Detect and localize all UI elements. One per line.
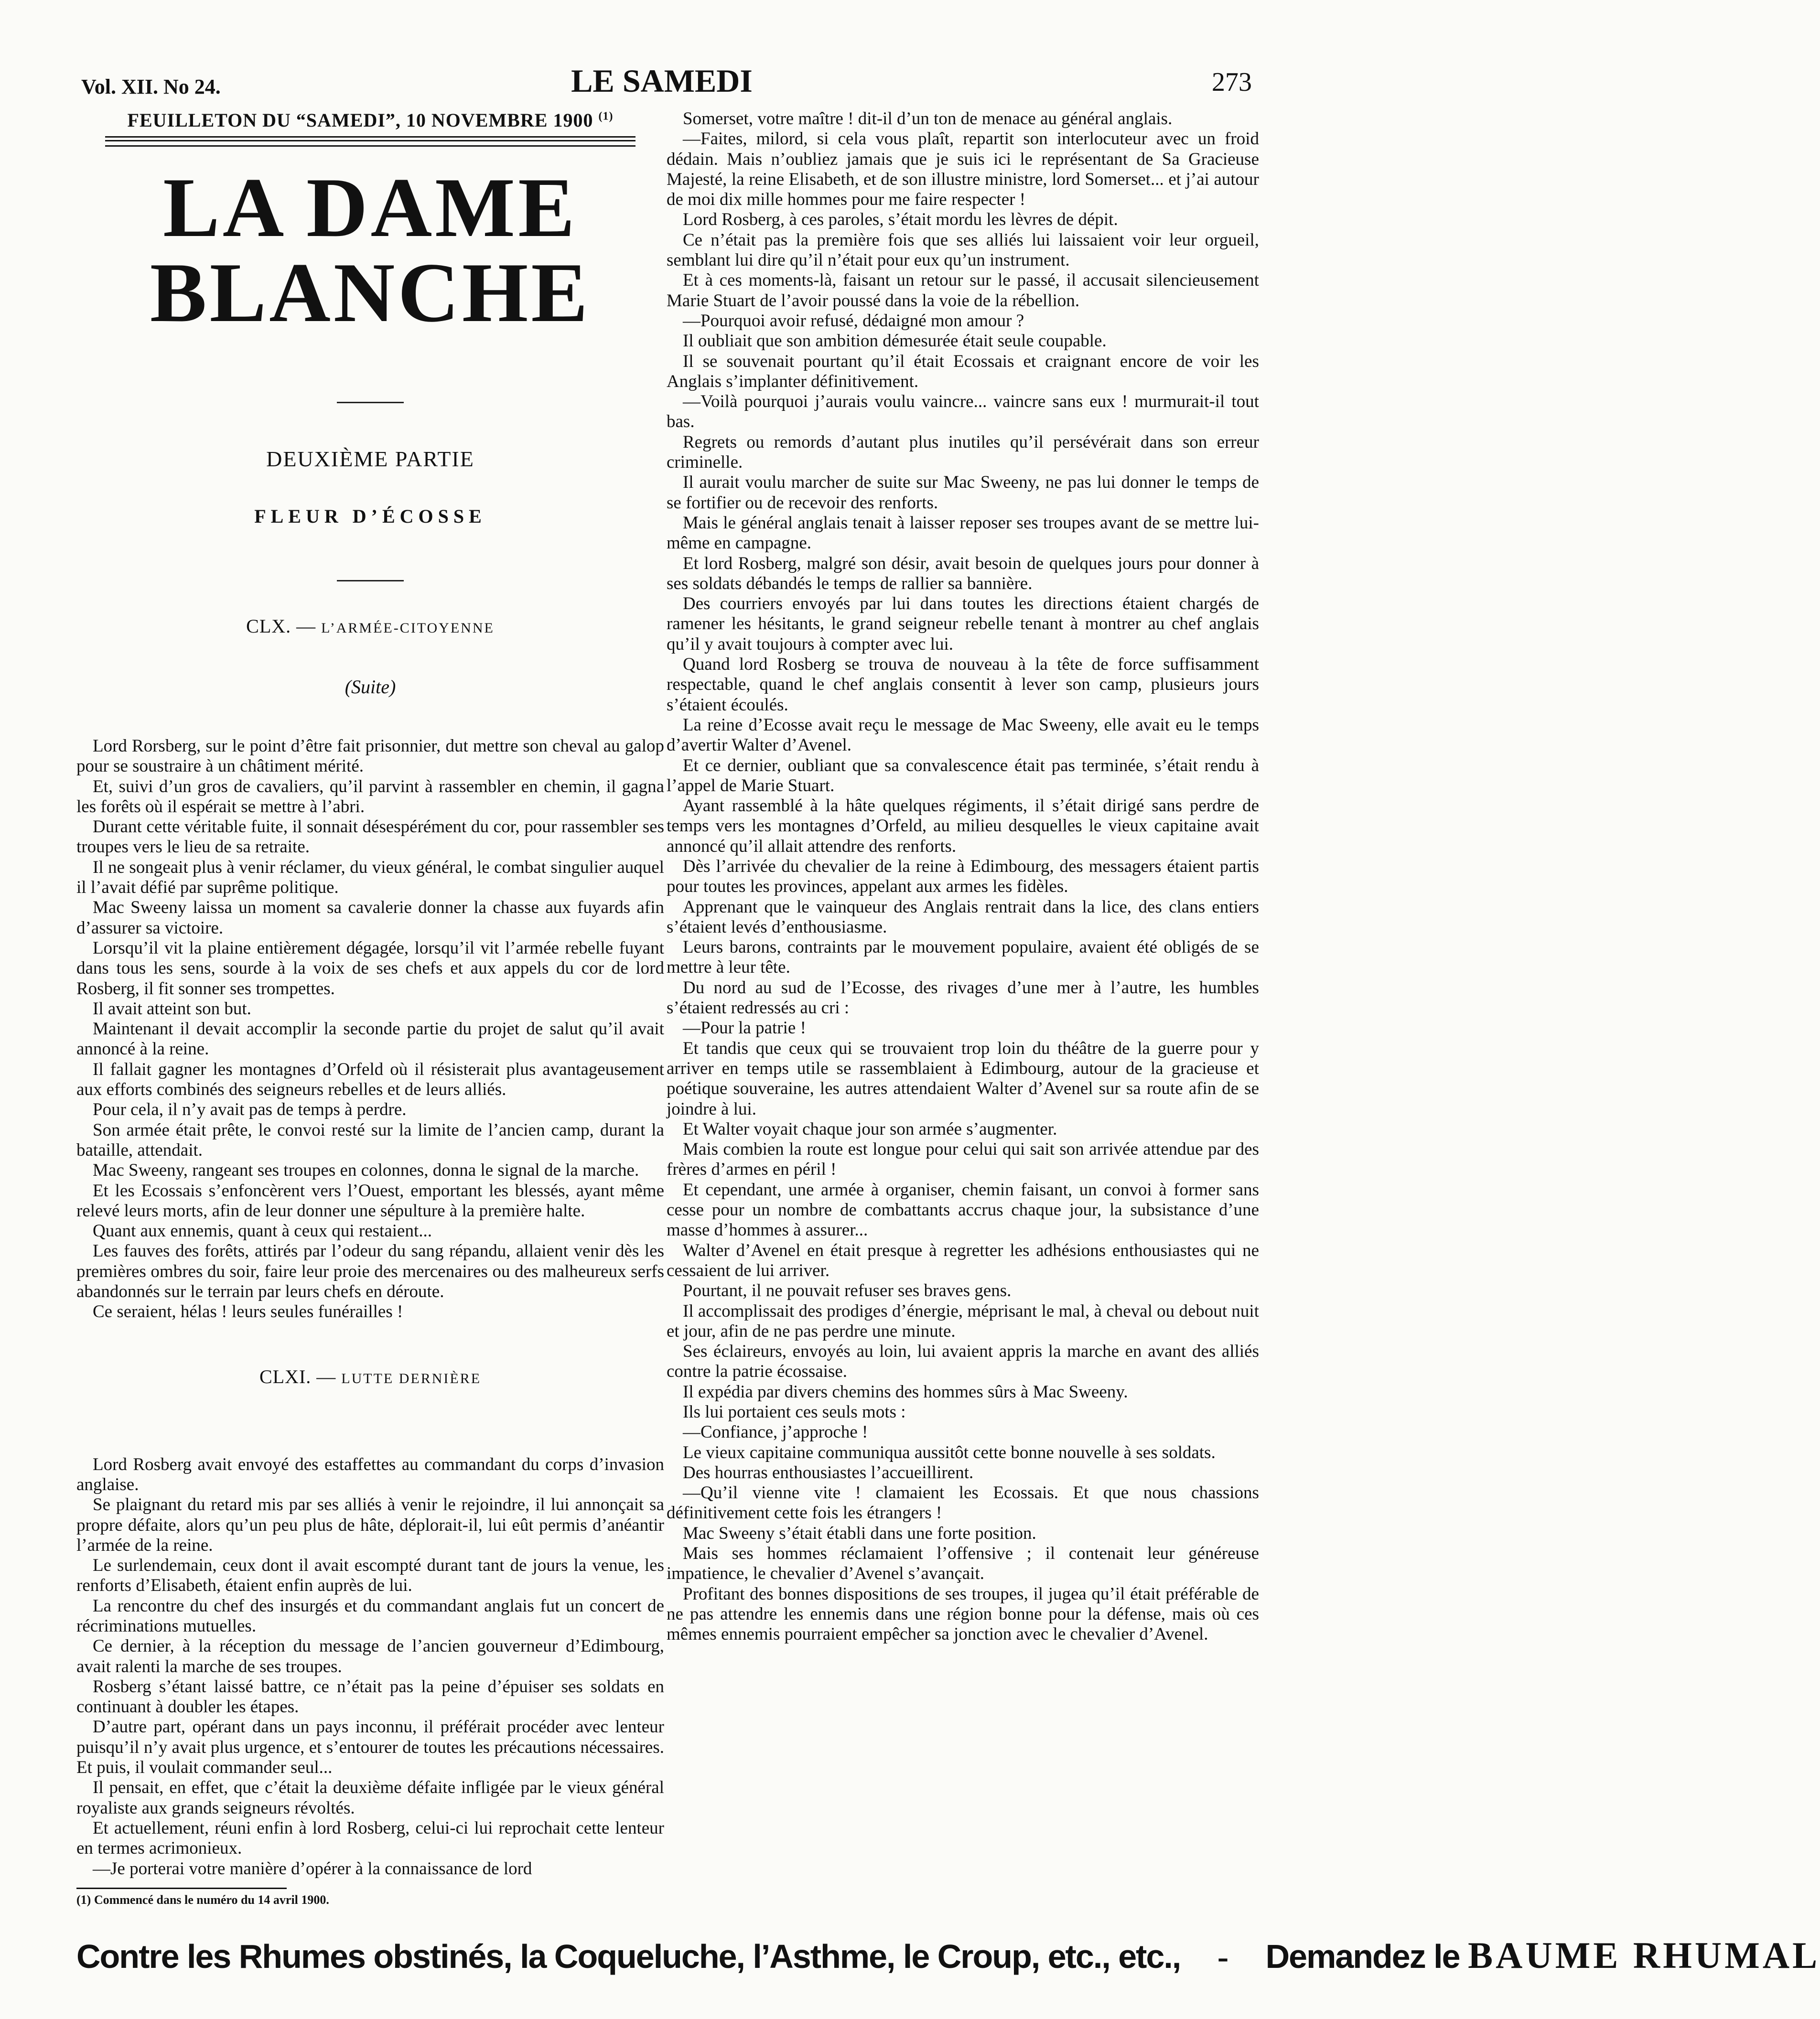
paragraph: D’autre part, opérant dans un pays inconnu, il préférait procéder avec lenteur puisqu’il n’y avait plus urgence, et s’entourer de toutes les précautions nécessaires. Et puis, il voulait commander seul... — [76, 1717, 664, 1778]
paragraph: Et tandis que ceux qui se trouvaient trop loin du théâtre de la guerre pour y arriver en temps utile se rassemblaient à Edimbourg, autour de la gracieuse et poétique souveraine, les autres attendaient Walter d’Avenel sur sa route afin de se joindre à lui. — [667, 1038, 1259, 1119]
paragraph: Maintenant il devait accomplir la seconde partie du projet de salut qu’il avait annoncé à la reine. — [76, 1019, 664, 1059]
paragraph: Il expédia par divers chemins des hommes sûrs à Mac Sweeny. — [683, 1382, 1128, 1402]
paragraph: Et les Ecossais s’enfoncèrent vers l’Ouest, emportant les blessés, ayant même relevé leurs morts, afin de leur donner une sépulture à la première halte. — [76, 1181, 664, 1221]
page-number: 273 — [1212, 67, 1252, 97]
paragraph: Mais le général anglais tenait à laisser reposer ses troupes avant de se mettre lui-même en campagne. — [667, 513, 1259, 553]
paragraph: Quant aux ennemis, quant à ceux qui restaient... — [93, 1221, 432, 1241]
paragraph: Du nord au sud de l’Ecosse, des rivages d’une mer à l’autre, les humbles s’étaient redressés au cri : — [667, 977, 1259, 1018]
ad-demand: Demandez le — [1265, 1938, 1460, 1975]
paragraph: Le surlendemain, ceux dont il avait escompté durant tant de jours la venue, les renforts d’Elisabeth, étaient enfin auprès de lui. — [76, 1556, 664, 1596]
text-block — [667, 109, 1259, 1645]
paragraph: —Qu’il vienne vite ! clamaient les Ecossais. Et que nous chassions définitivement cette fois les étrangers ! — [667, 1483, 1259, 1523]
paragraph: —Je porterai votre manière d’opérer à la connaissance de lord — [93, 1858, 532, 1879]
paragraph: Regrets ou remords d’autant plus inutiles qu’il persévérait dans son erreur criminelle. — [667, 432, 1259, 473]
paragraph: La rencontre du chef des insurgés et du commandant anglais fut un concert de récriminations mutuelles. — [76, 1596, 664, 1636]
paragraph: Et cependant, une armée à organiser, chemin faisant, un convoi à former sans cesse pour un nombre de combattants accrus chaque jour, la subsistance d’une masse d’hommes à assurer... — [667, 1180, 1259, 1240]
ad-text: Contre les Rhumes obstinés, la Coqueluche, l’Asthme, le Croup, etc., etc., — [76, 1938, 1181, 1975]
feuilleton-line: FEUILLETON DU “SAMEDI”, 10 NOVEMBRE 1900 $^{(1)}$ — [127, 109, 614, 131]
paragraph: —Voilà pourquoi j’aurais voulu vaincre... vaincre sans eux ! murmurait-il tout bas. — [667, 392, 1259, 432]
footnote: (1) Commencé dans le numéro du 14 avril 1900. — [76, 1892, 329, 1907]
part-heading: DEUXIÈME PARTIE — [266, 447, 474, 471]
paragraph: Se plaignant du retard mis par ses alliés à venir le rejoindre, il lui annonçait sa propre défaite, alors qu’un peu plus de hâte, déplorait-il, lui eût permis d’anéantir l’armée de la reine. — [76, 1495, 664, 1555]
paragraph: Les fauves des forêts, attirés par l’odeur du sang répandu, allaient venir dès les premières ombres du soir, faire leur proie des mercenaires ou des malheureux serfs abandonnés sur le terrain par leurs chefs en déroute. — [76, 1241, 664, 1302]
paragraph: Il se souvenait pourtant qu’il était Ecossais et craignant encore de voir les Anglais s’implanter définitivement. — [667, 351, 1259, 391]
paragraph: Il oubliait que son ambition démesurée était seule coupable. — [683, 331, 1107, 351]
paragraph: Et Walter voyait chaque jour son armée s’augmenter. — [683, 1119, 1057, 1139]
paragraph: Ce n’était pas la première fois que ses alliés lui laissaient voir leur orgueil, semblant lui dire qu’il n’était pour eux qu’un instrument. — [667, 230, 1259, 270]
paragraph: Mais combien la route est longue pour celui qui sait son arrivée attendue par des frères d’armes en péril ! — [667, 1139, 1259, 1180]
paragraph: Walter d’Avenel en était presque à regretter les adhésions enthousiastes qui ne cessaient de lui arriver. — [667, 1240, 1259, 1280]
paragraph: Profitant des bonnes dispositions de ses troupes, il jugea qu’il était préférable de ne pas attendre les ennemis dans une région bonne pour la défense, mais où ces mêmes ennemis pourraient empêcher sa jonction avec le chevalier d’Avenel. — [667, 1584, 1259, 1644]
paragraph: Le vieux capitaine communiqua aussitôt cette bonne nouvelle à ses soldats. — [683, 1442, 1216, 1462]
chapter-title: LUTTE DERNIÈRE — [341, 1370, 482, 1386]
paragraph: —Confiance, j’approche ! — [683, 1422, 868, 1442]
paragraph: Des courriers envoyés par lui dans toutes les directions étaient chargés de ramener les hésitants, le grand seigneur rebelle tenant à montrer au chef anglais qu’il y avait toujours à compter avec lui. — [667, 594, 1259, 654]
paragraph: —Faites, milord, si cela vous plaît, repartit son interlocuteur avec un froid dédain. Mais n’oubliez jamais que je suis ici le représentant de Sa Gracieuse Majesté, la reine Elisabeth, et de son illustre ministre, lord Somerset... et j’ai autour de moi dix mille hommes pour me faire respecter ! — [667, 129, 1259, 210]
paragraph: Mac Sweeny s’était établi dans une forte position. — [683, 1523, 1036, 1543]
volume-number: Vol. XII. No 24. — [81, 75, 221, 98]
divider — [337, 402, 404, 403]
paragraph: Et actuellement, réuni enfin à lord Rosberg, celui-ci lui reprochait cette lenteur en termes acrimonieux. — [76, 1818, 664, 1858]
paragraph: Il accomplissait des prodiges d’énergie, méprisant le mal, à cheval ou debout nuit et jour, afin de ne pas perdre une minute. — [667, 1301, 1259, 1341]
paragraph: Son armée était prête, le convoi resté sur la limite de l’ancien camp, durant la bataille, attendait. — [76, 1120, 664, 1160]
paragraph: Somerset, votre maître ! dit-il d’un ton de menace au général anglais. — [683, 109, 1173, 129]
paragraph: Il ne songeait plus à venir réclamer, du vieux général, le combat singulier auquel il l’avait défié par suprême politique. — [76, 857, 664, 898]
paragraph: Il pensait, en effet, que c’était la deuxième défaite infligée par le vieux général royaliste aux grands seigneurs révoltés. — [76, 1778, 664, 1818]
paragraph: Ils lui portaient ces seuls mots : — [683, 1402, 906, 1422]
footnote-rule — [76, 1888, 287, 1889]
paragraph: Mac Sweeny laissa un moment sa cavalerie donner la chasse aux fuyards afin d’assurer sa victoire. — [76, 898, 664, 938]
paragraph: —Pourquoi avoir refusé, dédaigné mon amour ? — [683, 311, 1024, 331]
paragraph: Et à ces moments-là, faisant un retour sur le passé, il accusait silencieusement Marie Stuart de l’avoir poussé dans la voie de la rébellion. — [667, 270, 1259, 311]
paragraph: Rosberg s’étant laissé battre, ce n’était pas la peine d’épuiser ses soldats en continuant à doubler les étapes. — [76, 1676, 664, 1717]
ad-dash: - — [1217, 1939, 1229, 1976]
paragraph: Il fallait gagner les montagnes d’Orfeld où il résisterait plus avantageusement aux efforts combinés des seigneurs rebelles et de leurs alliés. — [76, 1059, 664, 1100]
paragraph: Et lord Rosberg, malgré son désir, avait besoin de quelques jours pour donner à ses soldats débandés le temps de rallier sa bannière. — [667, 553, 1259, 593]
paragraph: —Pour la patrie ! — [683, 1018, 806, 1038]
chapter-heading — [76, 615, 664, 637]
chapter-heading — [76, 1365, 664, 1388]
advertisement — [76, 1934, 1820, 1977]
paragraph: Lord Rosberg avait envoyé des estaffettes au commandant du corps d’invasion anglaise. — [76, 1454, 664, 1494]
paragraph: Il aurait voulu marcher de suite sur Mac Sweeny, ne pas lui donner le temps de se fortifier ou de recevoir des renforts. — [667, 473, 1259, 513]
right-column — [667, 109, 1259, 1645]
page-header — [62, 56, 1261, 104]
paragraph: Pour cela, il n’y avait pas de temps à perdre. — [93, 1100, 407, 1120]
paragraph: Lorsqu’il vit la plaine entièrement dégagée, lorsqu’il vit l’armée rebelle fuyant dans tous les sens, sourde à la voix de ses chefs et aux appels du cor de lord Rosberg, il fit sonner ses trompettes. — [76, 938, 664, 999]
paragraph: Ce seraient, hélas ! leurs seules funérailles ! — [93, 1302, 403, 1322]
paragraph: Apprenant que le vainqueur des Anglais rentrait dans la lice, des clans entiers s’étaient levés d’enthousiasme. — [667, 897, 1259, 937]
footnote-marker: (1) — [598, 110, 614, 123]
paragraph: Mac Sweeny, rangeant ses troupes en colonnes, donna le signal de la marche. — [93, 1160, 639, 1181]
paragraph: Ce dernier, à la réception du message de l’ancien gouverneur d’Edimbourg, avait ralenti la marche de ses troupes. — [76, 1636, 664, 1676]
paragraph: Ayant rassemblé à la hâte quelques régiments, il s’était dirigé sans perdre de temps vers les montagnes d’Orfeld, au milieu desquelles le vieux capitaine avait annoncé qu’il allait attendre des renforts. — [667, 796, 1259, 856]
chapter-title: L’ARMÉE-CITOYENNE — [321, 620, 495, 636]
continued-label: (Suite) — [345, 676, 396, 698]
paragraph: Dès l’arrivée du chevalier de la reine à Edimbourg, des messagers étaient partis pour toutes les provinces, appelant aux armes les fidèles. — [667, 856, 1259, 897]
text-block — [76, 1455, 664, 1879]
divider — [337, 580, 404, 581]
paragraph: Lord Rosberg, à ces paroles, s’était mordu les lèvres de dépit. — [683, 210, 1118, 230]
chapter-number: CLX. — — [246, 615, 316, 637]
ad-brand: BAUME RHUMAL — [1468, 1934, 1820, 1976]
paragraph: Pourtant, il ne pouvait refuser ses braves gens. — [683, 1281, 1012, 1301]
paragraph: Quand lord Rosberg se trouva de nouveau à la tête de force suffisamment respectable, quand le chef anglais consentit à lever son camp, plusieurs jours s’étaient écoulés. — [667, 655, 1259, 715]
paragraph: Durant cette véritable fuite, il sonnait désespérément du cor, pour rassembler ses troupes vers le lieu de sa retraite. — [76, 817, 664, 857]
paragraph: Ses éclaireurs, envoyés au loin, lui avaient appris la marche en avant des alliés contre la patrie écossaise. — [667, 1342, 1259, 1382]
paragraph: Mais ses hommes réclamaient l’offensive ; il contenait leur généreuse impatience, le chevalier d’Avenel s’avançait. — [667, 1544, 1259, 1584]
story-title: LA DAME BLANCHE — [150, 160, 591, 340]
paragraph: Et, suivi d’un gros de cavaliers, qu’il parvint à rassembler en chemin, il gagna les forêts où il espérait se mettre à l’abri. — [76, 776, 664, 816]
part-title: FLEUR D’ÉCOSSE — [254, 505, 486, 527]
header-rule-double — [105, 136, 635, 141]
paragraph: Il avait atteint son but. — [93, 999, 251, 1019]
paragraph: La reine d’Ecosse avait reçu le message de Mac Sweeny, elle avait eu le temps d’avertir Walter d’Avenel. — [667, 715, 1259, 755]
newspaper-title: LE SAMEDI — [571, 63, 753, 99]
chapter-number: CLXI. — — [259, 1365, 336, 1387]
left-column — [76, 109, 664, 1907]
paragraph: Leurs barons, contraints par le mouvement populaire, avaient été obligés de se mettre à leur tête. — [667, 937, 1259, 977]
paragraph: Et ce dernier, oubliant que sa convalescence était pas terminée, s’était rendu à l’appel de Marie Stuart. — [667, 755, 1259, 795]
paragraph: Des hourras enthousiastes l’accueillirent. — [683, 1462, 974, 1482]
header-rule-single — [105, 145, 635, 147]
paragraph: Lord Rorsberg, sur le point d’être fait prisonnier, dut mettre son cheval au galop pour se soustraire à un châtiment mérité. — [76, 736, 664, 776]
text-block — [76, 736, 664, 1322]
